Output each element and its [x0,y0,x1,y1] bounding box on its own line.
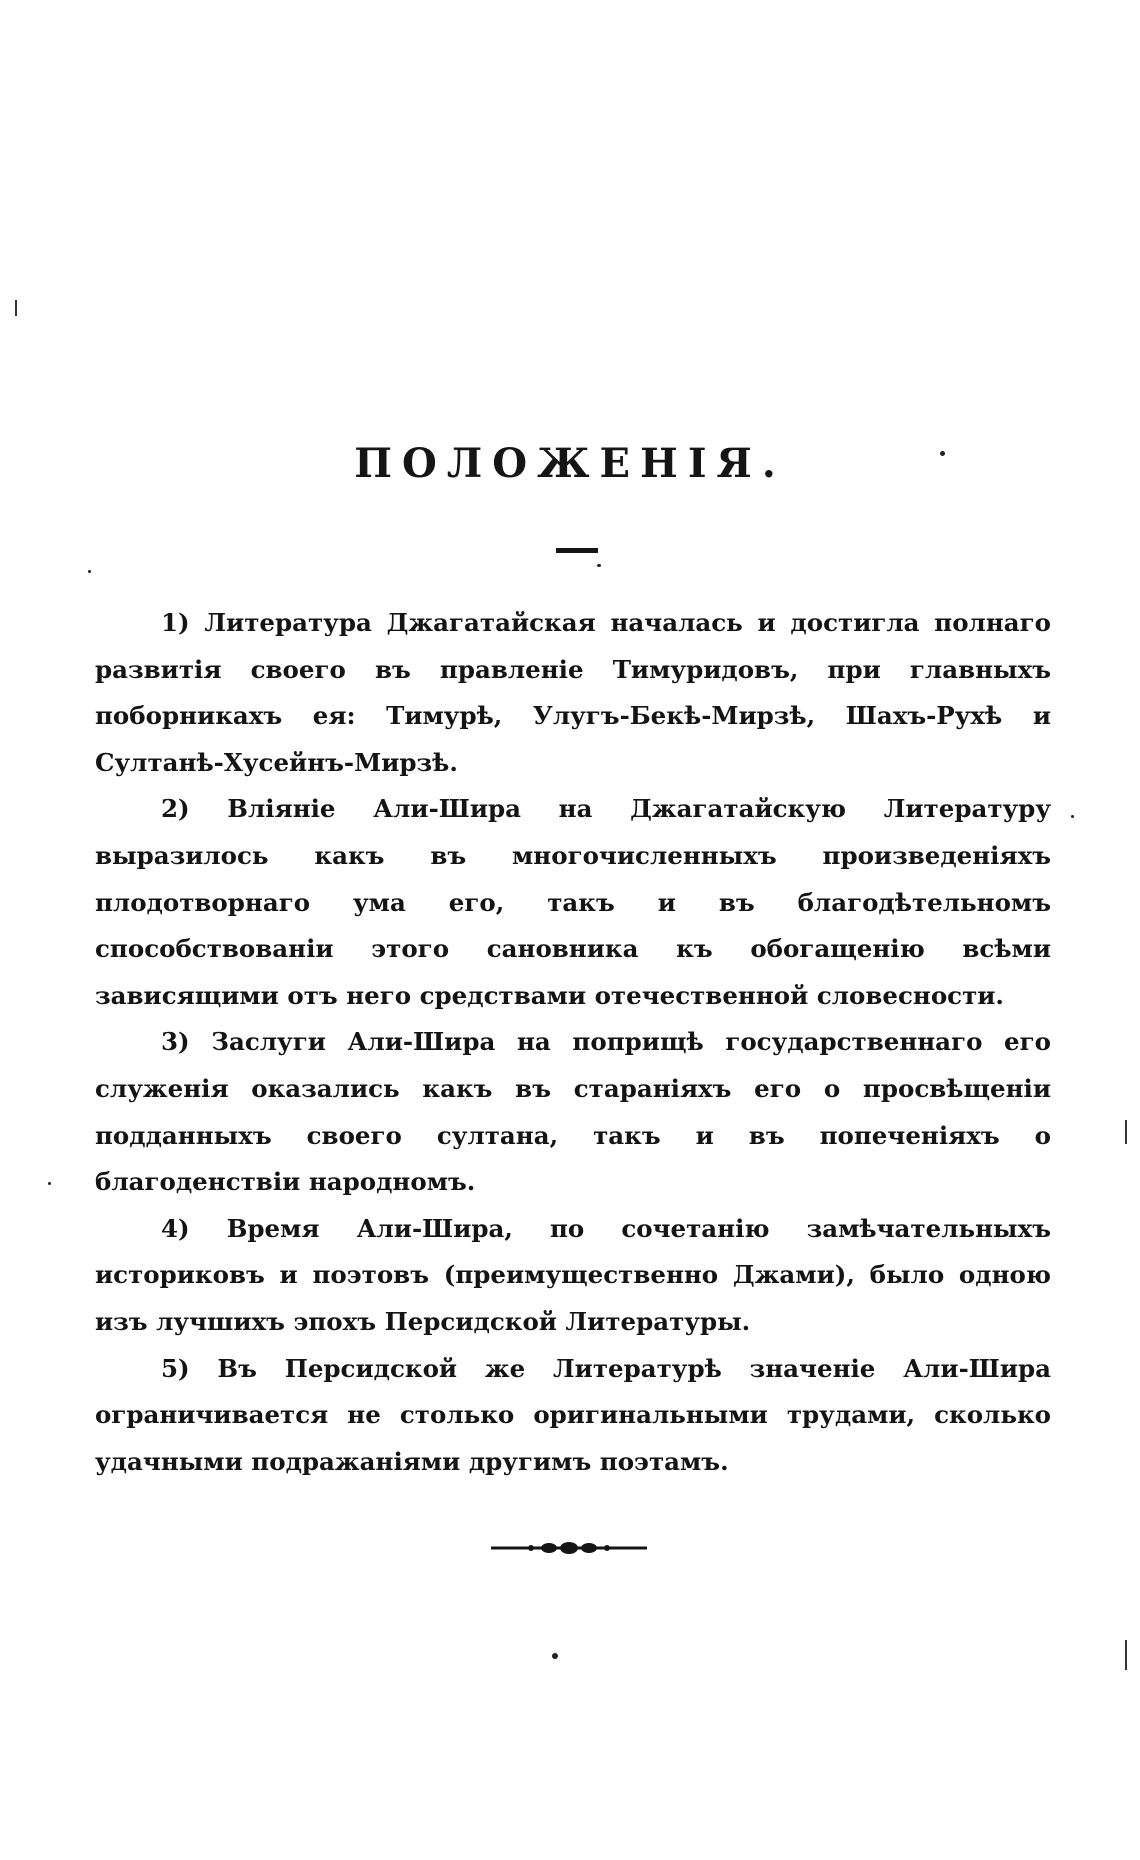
thesis-paragraph-1: 1) Литература Джагатайская началась и достигла полнаго развитія своего въ правленіе Тимуридовъ, при главныхъ поборникахъ ея: Тимурѣ, Улугъ-Бекѣ-Мирзѣ, Шахъ-Рухѣ и Султанѣ-Хусейнъ-Мирзѣ. [95,608,1051,777]
title-divider [556,548,598,553]
scan-speck [48,1182,51,1185]
theses-body [95,600,1051,1485]
thesis-paragraph-3: 3) Заслуги Али-Шира на поприщѣ государственнаго его служенія оказались какъ въ стараніяхъ его о просвѣщеніи подданныхъ своего султана, такъ и въ попеченіяхъ о благоденствіи народномъ. [95,1027,1051,1197]
end-ornament [491,1541,647,1555]
scan-speck [597,564,601,567]
scan-speck [940,451,945,456]
scan-edge-mark [1125,1120,1127,1144]
thesis-paragraph-2: 2) Вліяніе Али-Шира на Джагатайскую Литературу выразилось какъ въ многочисленныхъ произведеніяхъ плодотворнаго ума его, такъ и въ благодѣтельномъ способствованіи этого сановника къ обогащенію всѣми зависящими отъ него средствами отечественной словесности. [95,794,1051,1010]
scan-edge-mark [15,300,17,316]
page-title: ПОЛОЖЕНІЯ. [354,440,786,487]
thesis-paragraph-4: 4) Время Али-Шира, по сочетанію замѣчательныхъ историковъ и поэтовъ (преимущественно Джами), было одною изъ лучшихъ эпохъ Персидской Литературы. [95,1213,1051,1336]
thesis-paragraph-5: 5) Въ Персидской же Литературѣ значеніе Али-Шира ограничивается не столько оригинальными трудами, сколько удачными подражаніями другимъ поэтамъ. [95,1353,1051,1476]
scan-speck [88,570,91,573]
scan-speck [552,1653,558,1659]
scan-speck [1071,815,1074,818]
scan-edge-mark [1125,1640,1127,1670]
